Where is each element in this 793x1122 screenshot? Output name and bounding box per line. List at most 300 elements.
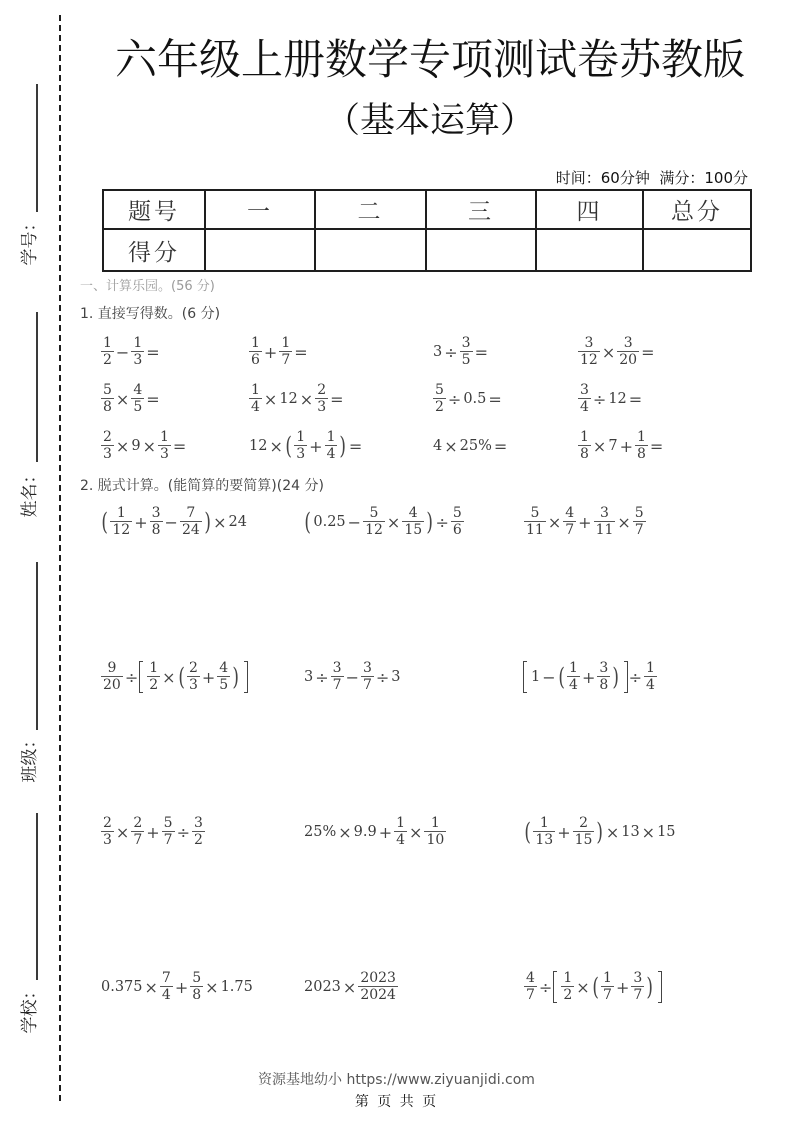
fraction [533,815,555,849]
problem-item [432,428,577,464]
problem-item [303,659,523,695]
problem-item [248,381,432,417]
math-operator: + [134,512,148,532]
math-operator: + [378,822,393,842]
fraction-numerator: 5 [192,970,202,986]
math-operator: × [342,977,357,997]
left-parenthesis: ( [101,508,108,536]
problem-item [248,334,432,370]
number: 3 [433,344,443,360]
fraction-denominator: 3 [317,399,327,415]
fraction-denominator: 7 [281,352,291,368]
fraction-numerator: 7 [161,970,171,986]
right-parenthesis: ) [612,663,620,691]
math-operator: × [299,389,314,409]
fraction-numerator: 5 [634,505,644,521]
math-operator: × [205,977,219,997]
math-operator: × [576,977,590,997]
math-operator: = [474,342,488,362]
math-operator: + [309,436,323,456]
fraction-denominator: 4 [580,399,589,415]
fraction-numerator: 2 [103,429,112,445]
fraction-numerator: 3 [151,505,161,521]
math-operator: + [174,977,189,997]
problem-item [100,969,303,1005]
fraction-numerator: 1 [296,429,306,445]
fraction-denominator: 7 [133,832,143,848]
fraction-denominator: 15 [404,522,423,538]
problem-item [100,381,248,417]
column-header: 三 [426,190,536,229]
score-cell [315,229,426,271]
fraction [635,429,648,463]
math-operator: × [269,436,283,456]
math-operator: × [338,822,352,842]
math-operator: × [263,389,278,409]
fraction-numerator: 2 [579,815,588,831]
fraction-numerator: 5 [452,505,462,521]
fraction-numerator: 4 [133,382,143,398]
fraction [249,335,262,369]
math-operator: × [115,436,130,456]
left-parenthesis: ( [304,508,311,536]
fraction [563,505,576,539]
math-operator: ÷ [435,512,449,532]
fraction-numerator: 1 [539,815,549,831]
fraction-numerator: 3 [580,382,589,398]
fraction [217,660,230,694]
fraction-numerator: 5 [530,505,540,521]
math-operator: = [649,436,664,456]
fraction-numerator: 3 [362,660,372,676]
math-operator: × [601,342,616,362]
fraction-numerator: 3 [332,660,342,676]
fraction-numerator: 4 [565,505,575,521]
fraction-denominator: 7 [634,522,644,538]
fraction-denominator: 13 [535,832,554,848]
fraction-denominator: 11 [526,522,544,538]
fraction [101,429,114,463]
fraction-denominator: 11 [595,522,614,538]
score-table-score-row [103,229,751,271]
part1-title: 1. 直接写得数。(6 分) [80,306,221,322]
score-table [102,189,752,272]
left-square-bracket [139,661,143,693]
fraction [424,815,446,849]
math-operator: ÷ [628,667,643,687]
fraction-denominator: 7 [526,987,535,1003]
fraction [597,660,610,694]
page-title: 六年级上册数学专项测试卷苏教版 [114,35,745,84]
number: 9 [131,438,141,454]
fraction-numerator: 3 [599,660,609,676]
fraction-numerator: 5 [369,505,379,521]
fraction-numerator: 1 [133,335,143,351]
fraction-numerator: 3 [461,335,471,351]
fraction-numerator: 1 [251,382,260,398]
math-operator: × [142,436,156,456]
left-parenthesis: ( [177,663,185,691]
fraction [162,815,175,849]
math-operator: × [386,512,401,532]
math-operator: = [172,436,187,456]
fraction [147,660,160,694]
fraction [358,970,398,1004]
fraction [601,970,614,1004]
fraction [315,382,328,416]
fraction-denominator: 7 [362,677,372,693]
fraction-denominator: 12 [365,522,383,538]
right-parenthesis: ) [426,508,434,536]
fraction-numerator: 3 [633,970,643,986]
fraction-denominator: 4 [569,677,578,693]
fraction [325,429,338,463]
fraction-numerator: 1 [396,815,406,831]
fraction-denominator: 8 [151,522,161,538]
class-label: 班级： [20,731,40,783]
fraction-numerator: 1 [281,335,291,351]
fraction-numerator: 1 [326,429,336,445]
math-operator: = [294,342,308,362]
fraction-numerator: 2 [317,382,327,398]
fraction-numerator: 1 [569,660,578,676]
math-operator: × [162,667,176,687]
name-underline [36,312,38,462]
score-cell [536,229,643,271]
fraction-denominator: 2024 [360,987,396,1003]
problem-item [523,969,753,1005]
math-operator: = [146,389,160,409]
math-operator: + [201,667,216,687]
fraction [110,505,132,539]
student-id-underline [36,84,38,212]
math-operator: × [617,512,631,532]
math-operator: ÷ [315,667,329,687]
math-operator: ÷ [444,342,458,362]
fraction [644,660,657,694]
fraction-denominator: 20 [103,677,121,693]
math-operator: ÷ [592,389,607,409]
fraction [567,660,580,694]
fraction-denominator: 5 [461,352,471,368]
problem-item [100,428,248,464]
fraction [160,970,173,1004]
math-operator: − [345,667,359,687]
footer-page-number: 第 页 共 页 [354,1094,439,1110]
fraction-numerator: 4 [526,970,535,986]
fraction [131,335,144,369]
fraction-denominator: 3 [133,352,143,368]
question-number-label: 题号 [103,190,205,229]
fraction [190,970,203,1004]
number: 25% [304,824,337,840]
fraction-denominator: 7 [633,987,643,1003]
fraction-denominator: 20 [619,352,638,368]
student-id-label: 学号： [20,214,40,266]
fraction-denominator: 12 [112,522,131,538]
math-operator: + [263,342,278,362]
fraction-numerator: 1 [636,429,646,445]
number: 3 [304,669,314,685]
problem-item [523,504,753,540]
fraction-numerator: 1 [149,660,159,676]
fraction-numerator: 3 [600,505,609,521]
fraction-denominator: 15 [574,832,593,848]
math-operator: ÷ [538,977,553,997]
fraction [578,429,591,463]
math-operator: ÷ [176,822,190,842]
math-operator: = [641,342,655,362]
total-score-header: 总分 [643,190,751,229]
problem-item [303,969,523,1005]
math-operator: + [581,667,596,687]
fraction-denominator: 24 [181,522,200,538]
page-subtitle: （基本运算） [324,101,535,141]
fraction-numerator: 3 [584,335,594,351]
oral-calculation-grid [100,334,737,475]
fraction [249,382,262,416]
fraction-numerator: 4 [408,505,418,521]
math-operator: × [547,512,562,532]
problem-item [100,814,303,850]
fraction-numerator: 5 [435,382,444,398]
fraction [363,505,385,539]
number: 25% [459,438,492,454]
fraction-denominator: 7 [332,677,342,693]
fraction-denominator: 8 [580,446,589,462]
fraction [460,335,473,369]
number: 7 [608,438,618,454]
fraction [131,815,144,849]
dashed-cut-line [59,15,61,1102]
math-operator: × [592,436,607,456]
math-operator: × [605,822,620,842]
section-title: 一、计算乐园。(56 分) [80,279,215,294]
fraction [101,660,123,694]
fraction-numerator: 1 [603,970,612,986]
math-operator: × [144,977,158,997]
fraction-numerator: 3 [193,815,203,831]
fraction [131,382,144,416]
fraction-denominator: 3 [159,446,169,462]
score-cell [205,229,315,271]
math-operator: ÷ [447,389,462,409]
fraction-denominator: 2 [193,832,203,848]
number: 3 [391,669,401,685]
math-operator: + [619,436,633,456]
fraction-denominator: 5 [133,399,143,415]
fraction-numerator: 5 [103,382,112,398]
math-operator: × [213,512,227,532]
fraction [150,505,163,539]
left-parenthesis: ( [285,432,292,460]
fraction-numerator: 1 [563,970,573,986]
fraction-denominator: 5 [219,677,229,693]
fraction [524,505,546,539]
fraction-numerator: 1 [430,815,440,831]
math-operator: × [444,436,458,456]
fraction-numerator: 1 [116,505,126,521]
class-underline [36,562,38,730]
number: 1 [531,669,541,685]
left-parenthesis: ( [592,973,599,1001]
left-parenthesis: ( [524,818,531,846]
fraction [192,815,205,849]
part2-title: 2. 脱式计算。(能简算的要简算)(24 分) [80,478,324,494]
fraction [402,505,424,539]
number: 13 [621,824,640,840]
column-header: 二 [315,190,426,229]
fraction-denominator: 3 [103,832,112,848]
number: 0.25 [313,514,346,530]
fraction [451,505,464,539]
problem-item [577,428,737,464]
fraction-denominator: 6 [452,522,462,538]
fraction [394,815,407,849]
fraction-numerator: 1 [580,429,589,445]
math-operator: − [115,342,130,362]
fraction-denominator: 8 [192,987,202,1003]
fraction-denominator: 4 [161,987,171,1003]
fraction-numerator: 1 [159,429,169,445]
fraction [158,429,171,463]
school-label: 学校： [20,982,40,1034]
fraction-denominator: 4 [646,677,655,693]
fraction-denominator: 7 [565,522,575,538]
school-underline [36,813,38,980]
math-operator: = [330,389,344,409]
fraction-numerator: 2 [188,660,198,676]
footer-source: 资源基地幼小 https://www.ziyuanjidi.com [258,1072,535,1088]
total-score-cell [643,229,751,271]
left-square-bracket [523,661,527,693]
fraction-denominator: 8 [636,446,646,462]
score-label: 得分 [103,229,205,271]
column-header: 一 [205,190,315,229]
problem-item [577,334,737,370]
number: 12 [608,391,627,407]
fraction [578,382,591,416]
fraction-numerator: 9 [107,660,117,676]
problem-item [248,428,432,464]
column-header: 四 [536,190,643,229]
fraction [294,429,307,463]
problem-item [523,659,753,695]
fraction [433,382,446,416]
fraction-numerator: 1 [103,335,112,351]
fraction-denominator: 7 [603,987,612,1003]
right-parenthesis: ) [596,818,604,846]
fraction [578,335,600,369]
problem-item [577,381,737,417]
number: 0.375 [101,979,143,995]
fraction [631,970,644,1004]
fraction-denominator: 4 [251,399,260,415]
right-square-bracket [624,661,628,693]
fraction [573,815,595,849]
right-square-bracket [658,971,662,1003]
fraction-numerator: 7 [186,505,196,521]
math-operator: − [164,512,178,532]
fraction-numerator: 1 [251,335,260,351]
problem-item [100,504,303,540]
right-square-bracket [244,661,248,693]
math-operator: = [493,436,508,456]
fraction-numerator: 5 [163,815,173,831]
number: 1.75 [220,979,253,995]
math-operator: = [628,389,643,409]
math-operator: × [115,389,130,409]
fraction [561,970,574,1004]
math-operator: ÷ [375,667,390,687]
math-operator: − [347,512,362,532]
fraction-denominator: 4 [396,832,406,848]
fraction-denominator: 3 [188,677,198,693]
left-parenthesis: ( [558,663,565,691]
fraction [101,335,114,369]
fraction-numerator: 2 [103,815,112,831]
math-operator: = [146,342,160,362]
fraction-denominator: 3 [103,446,112,462]
math-operator: × [641,822,656,842]
fraction-denominator: 2 [563,987,573,1003]
fraction-denominator: 12 [580,352,598,368]
math-operator: × [409,822,423,842]
fraction-denominator: 7 [163,832,173,848]
name-label: 姓名： [20,466,40,518]
problem-item [432,381,577,417]
right-parenthesis: ) [204,508,211,536]
number: 12 [249,438,268,454]
number: 15 [657,824,676,840]
fraction-numerator: 1 [646,660,655,676]
fraction [180,505,202,539]
fraction [594,505,616,539]
fraction-denominator: 4 [326,446,336,462]
step-calculation-grid [100,504,753,1122]
right-parenthesis: ) [339,432,347,460]
number: 0.5 [463,391,487,407]
fraction [361,660,374,694]
problem-item [100,334,248,370]
fraction-denominator: 3 [296,446,306,462]
fraction [101,382,114,416]
fraction-denominator: 10 [426,832,445,848]
math-operator: + [578,512,592,532]
fraction-numerator: 2023 [360,970,396,986]
problem-item [523,814,753,850]
problem-item [303,814,523,850]
score-cell [426,229,536,271]
score-table-header-row [103,190,751,229]
fraction-denominator: 6 [251,352,260,368]
fraction-numerator: 2 [133,815,143,831]
math-operator: + [557,822,571,842]
fraction-denominator: 2 [435,399,444,415]
fraction [331,660,344,694]
fraction [187,660,200,694]
math-operator: × [115,822,130,842]
right-parenthesis: ) [646,973,654,1001]
number: 24 [228,514,247,530]
number: 12 [279,391,298,407]
left-square-bracket [553,971,557,1003]
right-parenthesis: ) [232,663,240,691]
number: 2023 [304,979,341,995]
problem-item [303,504,523,540]
math-operator: − [542,667,556,687]
fraction [617,335,639,369]
